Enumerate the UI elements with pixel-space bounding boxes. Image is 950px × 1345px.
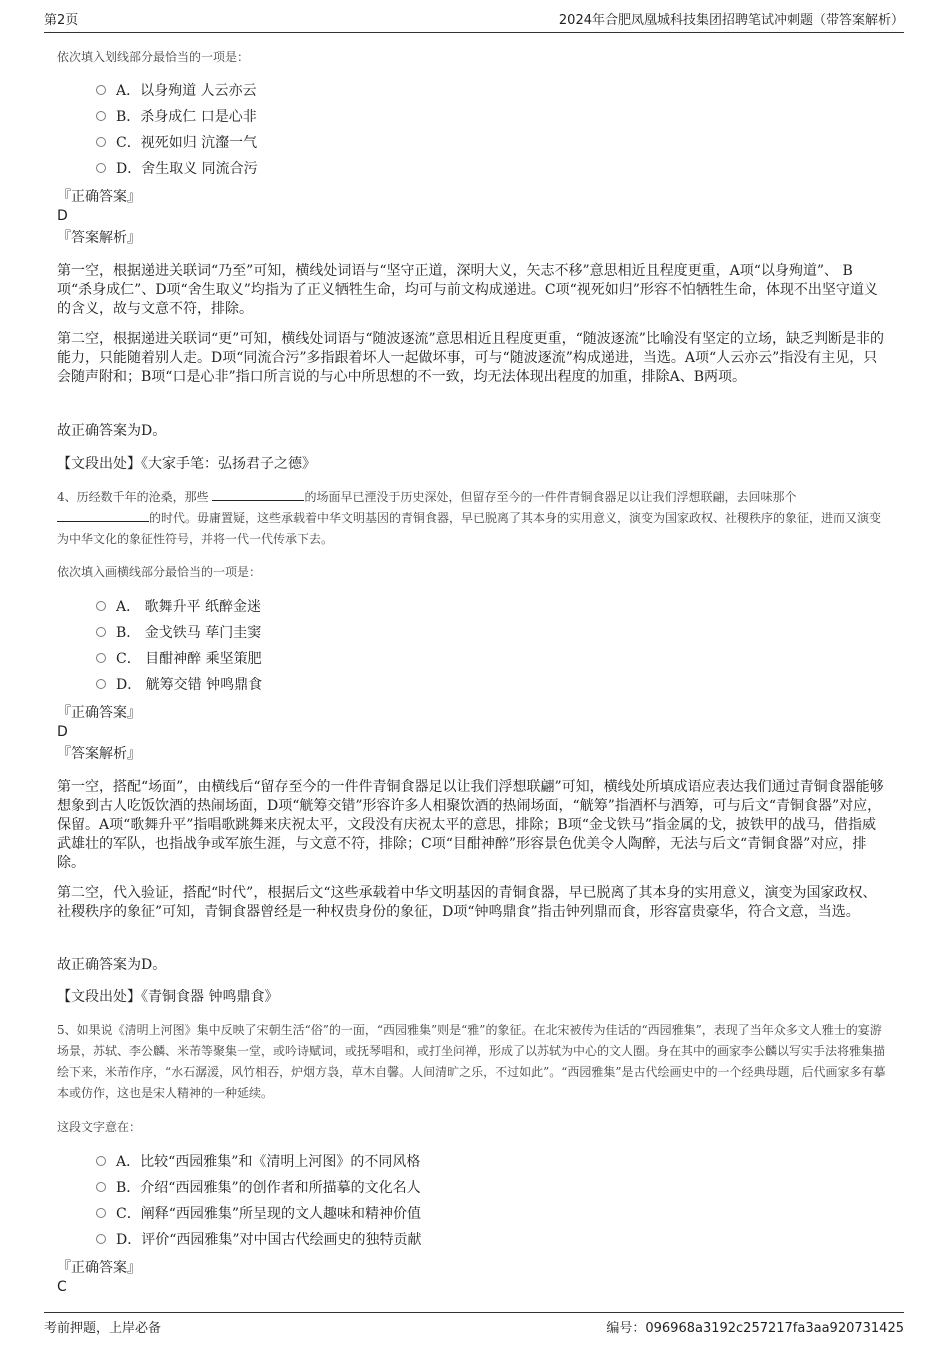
- q3-option-d[interactable]: D．舍生取义 同流合污: [96, 159, 258, 179]
- q4-option-b[interactable]: B． 金戈铁马 荜门圭窦: [96, 623, 261, 643]
- q3-option-a[interactable]: A．以身殉道 人云亦云: [96, 81, 257, 101]
- radio-icon[interactable]: [96, 1234, 106, 1244]
- q5-stem: 5、如果说《清明上河图》集中反映了宋朝生活“俗”的一面，“西园雅集”则是“雅”的象征。在北宋被传为佳话的“西园雅集”，表现了当年众多文人雅士的宴游场景，苏轼、李公麟、米芾等聚集一堂，或吟诗赋词，或抚琴唱和，或打坐问禅，形成了以苏轼为中心的文人圈。身在其中的画家李公麟以写实手法将雅集描绘下来，米芾作序，“水石潺湲，风竹相吞，炉烟方袅，草木自馨。人间清旷之乐，不过如此”。“西园雅集”是古代绘画史中的一个经典母题，后代画家多有摹本或仿作，这也是宋人精神的一种延续。: [57, 1023, 886, 1100]
- q5-option-b[interactable]: B．介绍“西园雅集”的创作者和所描摹的文化名人: [96, 1178, 421, 1198]
- radio-icon[interactable]: [96, 163, 106, 173]
- q5-answer: C: [57, 1279, 67, 1295]
- q3-answer-label: 『正确答案』: [57, 189, 141, 205]
- q3-instruction: 依次填入划线部分最恰当的一项是：: [57, 50, 250, 64]
- q5-instruction: 这段文字意在：: [57, 1120, 142, 1134]
- page-footer: [44, 1312, 904, 1337]
- q5-answer-label: 『正确答案』: [57, 1260, 141, 1276]
- q4-analysis-p1: 第一空，搭配“场面”，由横线后“留存至今的一件件青铜食器足以让我们浮想联翩”可知，横线处所填成语应表达我们通过青铜食器能够想象到古人吃饭饮酒的热闹场面，D项“觥筹交错”形容许多人相聚饮酒的热闹场面，“觥筹”指酒杯与酒筹，可与后文“青铜食器”对应，保留。A项“歌舞升平”指唱歌跳舞来庆祝太平，文段没有庆祝太平的意思，排除；B项“金戈铁马”指金属的戈，披铁甲的战马，借指威武雄壮的军队，也指战争或军旅生涯，与文意不符，排除；C项“目酣神醉”形容景色优美令人陶醉，无法与后文“青铜食器”对应，排除。: [57, 779, 884, 871]
- radio-icon[interactable]: [96, 653, 106, 663]
- q3-option-b[interactable]: B．杀身成仁 口是心非: [96, 107, 257, 127]
- q4-option-a[interactable]: A． 歌舞升平 纸醉金迷: [96, 597, 261, 617]
- q4-option-c[interactable]: C． 目酣神醉 乘坚策肥: [96, 649, 262, 669]
- q3-option-c[interactable]: C．视死如归 沆瀣一气: [96, 133, 257, 153]
- q3-analysis-p2: 第二空，根据递进关联词“更”可知，横线处词语与“随波逐流”意思相近且程度更重，“随波逐流”比喻没有坚定的立场，缺乏判断是非的能力，只能随着别人走。D项“同流合污”多指跟着坏人一起做坏事，可与“随波逐流”构成递进，当选。A项“人云亦云”指没有主见，只会随声附和；B项“口是心非”指口所言说的与心中所思想的不一致，均无法体现出程度的加重，排除A、B两项。: [57, 331, 884, 385]
- document-code: 编号：096968a3192c257217fa3aa920731425: [606, 1321, 904, 1336]
- q3-conclusion: 故正确答案为D。: [57, 423, 167, 439]
- radio-icon[interactable]: [96, 85, 106, 95]
- radio-icon[interactable]: [96, 679, 106, 689]
- page-header: [44, 10, 904, 33]
- q3-analysis-label: 『答案解析』: [57, 230, 141, 246]
- q3-answer: D: [57, 208, 68, 224]
- q5-option-c[interactable]: C．阐释“西园雅集”所呈现的文人趣味和精神价值: [96, 1204, 421, 1224]
- q3-analysis-p1: 第一空，根据递进关联词“乃至”可知，横线处词语与“坚守正道，深明大义，矢志不移”意思相近且程度更重，A项“以身殉道”、 B项“杀身成仁”、D项“舍生取义”均指为了正义牺牲生命，均可与前文构成递进。C项“视死如归”形容不怕牺牲生命，体现不出坚守道义的含义，故与文意不符，排除。: [57, 263, 878, 317]
- footer-slogan: 考前押题，上岸必备: [44, 1321, 162, 1336]
- blank-line: [57, 509, 149, 522]
- page-number: 第2页: [44, 13, 79, 28]
- blank-line: [212, 488, 304, 501]
- radio-icon[interactable]: [96, 601, 106, 611]
- radio-icon[interactable]: [96, 627, 106, 637]
- q4-source: 【文段出处】《青铜食器 钟鸣鼎食》: [57, 989, 279, 1005]
- q4-analysis-p2: 第二空，代入验证，搭配“时代”，根据后文“这些承载着中华文明基因的青铜食器，早已脱离了其本身的实用意义，演变为国家政权、社稷秩序的象征”可知，青铜食器曾经是一种权贵身份的象征，D项“钟鸣鼎食”指击钟列鼎而食，形容富贵豪华，符合文意，当选。: [57, 885, 877, 920]
- q4-instruction: 依次填入画横线部分最恰当的一项是：: [57, 565, 262, 579]
- radio-icon[interactable]: [96, 1208, 106, 1218]
- radio-icon[interactable]: [96, 137, 106, 147]
- q4-analysis-label: 『答案解析』: [57, 746, 141, 762]
- q5-option-a[interactable]: A．比较“西园雅集”和《清明上河图》的不同风格: [96, 1152, 420, 1172]
- q4-answer-label: 『正确答案』: [57, 705, 141, 721]
- q4-option-d[interactable]: D． 觥筹交错 钟鸣鼎食: [96, 675, 262, 695]
- radio-icon[interactable]: [96, 1182, 106, 1192]
- radio-icon[interactable]: [96, 1156, 106, 1166]
- q4-answer: D: [57, 724, 68, 740]
- q4-stem: 4、历经数千年的沧桑，那些 的场面早已湮没于历史深处，但留存至今的一件件青铜食器足以让我们浮想联翩，去回味那个 的时代。毋庸置疑，这些承载着中华文明基因的青铜食器，早已脱离了其本身的实用意义，演变为国家政权、社稷秩序的象征，进而又演变为中华文化的象征性符号，并将一代一代传承下去。: [57, 490, 882, 546]
- document-title: 2024年合肥凤凰城科技集团招聘笔试冲刺题（带答案解析）: [558, 13, 904, 28]
- radio-icon[interactable]: [96, 111, 106, 121]
- q5-option-d[interactable]: D．评价“西园雅集”对中国古代绘画史的独特贡献: [96, 1230, 422, 1250]
- q4-conclusion: 故正确答案为D。: [57, 957, 167, 973]
- q3-source: 【文段出处】《大家手笔：弘扬君子之德》: [57, 456, 316, 472]
